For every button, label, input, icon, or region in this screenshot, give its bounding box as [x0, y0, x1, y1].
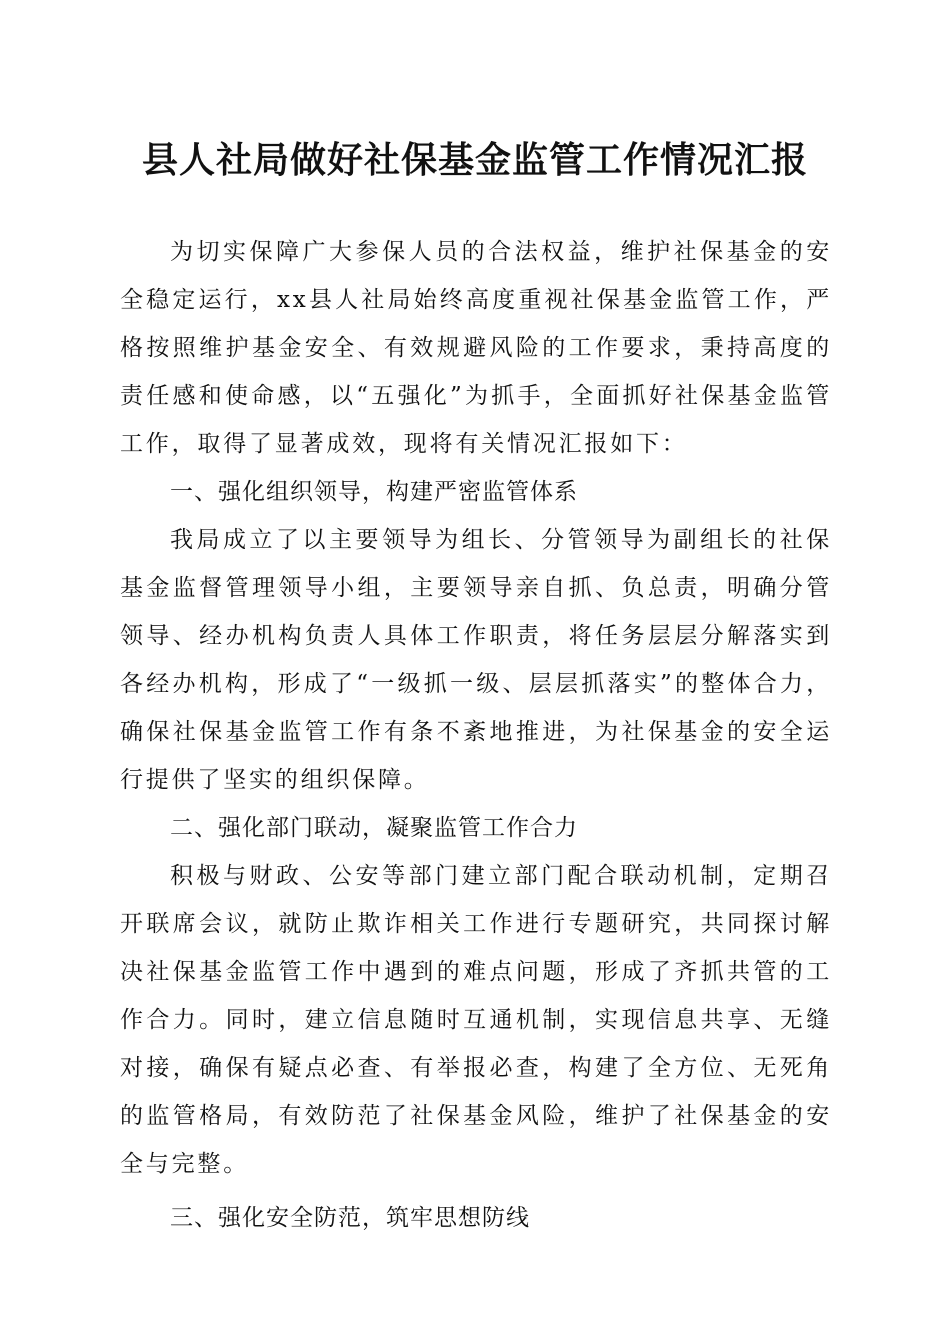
section-heading-1: 一、强化组织领导，构建严密监管体系	[170, 479, 578, 505]
document-title: 县人社局做好社保基金监管工作情况汇报	[141, 139, 808, 181]
section-body-2: 积极与财政、公安等部门建立部门配合联动机制，定期召开联席会议，就防止欺诈相关工作进行专题研究，共同探讨解决社保基金监管工作中遇到的难点问题，形成了齐抓共管的工作合力。同时，建立信息随时互通机制，实现信息共享、无缝对接，确保有疑点必查、有举报必查，构建了全方位、无死角的监管格局，有效防范了社保基金风险，维护了社保基金的安全与完整。	[120, 863, 832, 1177]
section-heading-2: 二、强化部门联动，凝聚监管工作合力	[170, 815, 578, 841]
section-body-1: 我局成立了以主要领导为组长、分管领导为副组长的社保基金监督管理领导小组，主要领导亲自抓、负总责，明确分管领导、经办机构负责人具体工作职责，将任务层层分解落实到各经办机构，形成了“一级抓一级、层层抓落实”的整体合力，确保社保基金监管工作有条不紊地推进，为社保基金的安全运行提供了坚实的组织保障。	[120, 527, 832, 793]
intro-paragraph: 为切实保障广大参保人员的合法权益，维护社保基金的安全稳定运行，xx县人社局始终高度重视社保基金监管工作，严格按照维护基金安全、有效规避风险的工作要求，秉持高度的责任感和使命感，以“五强化”为抓手，全面抓好社保基金监管工作，取得了显著成效，现将有关情况汇报如下：	[120, 239, 832, 457]
document-body	[120, 228, 832, 1242]
section-heading-3: 三、强化安全防范，筑牢思想防线	[170, 1205, 530, 1231]
